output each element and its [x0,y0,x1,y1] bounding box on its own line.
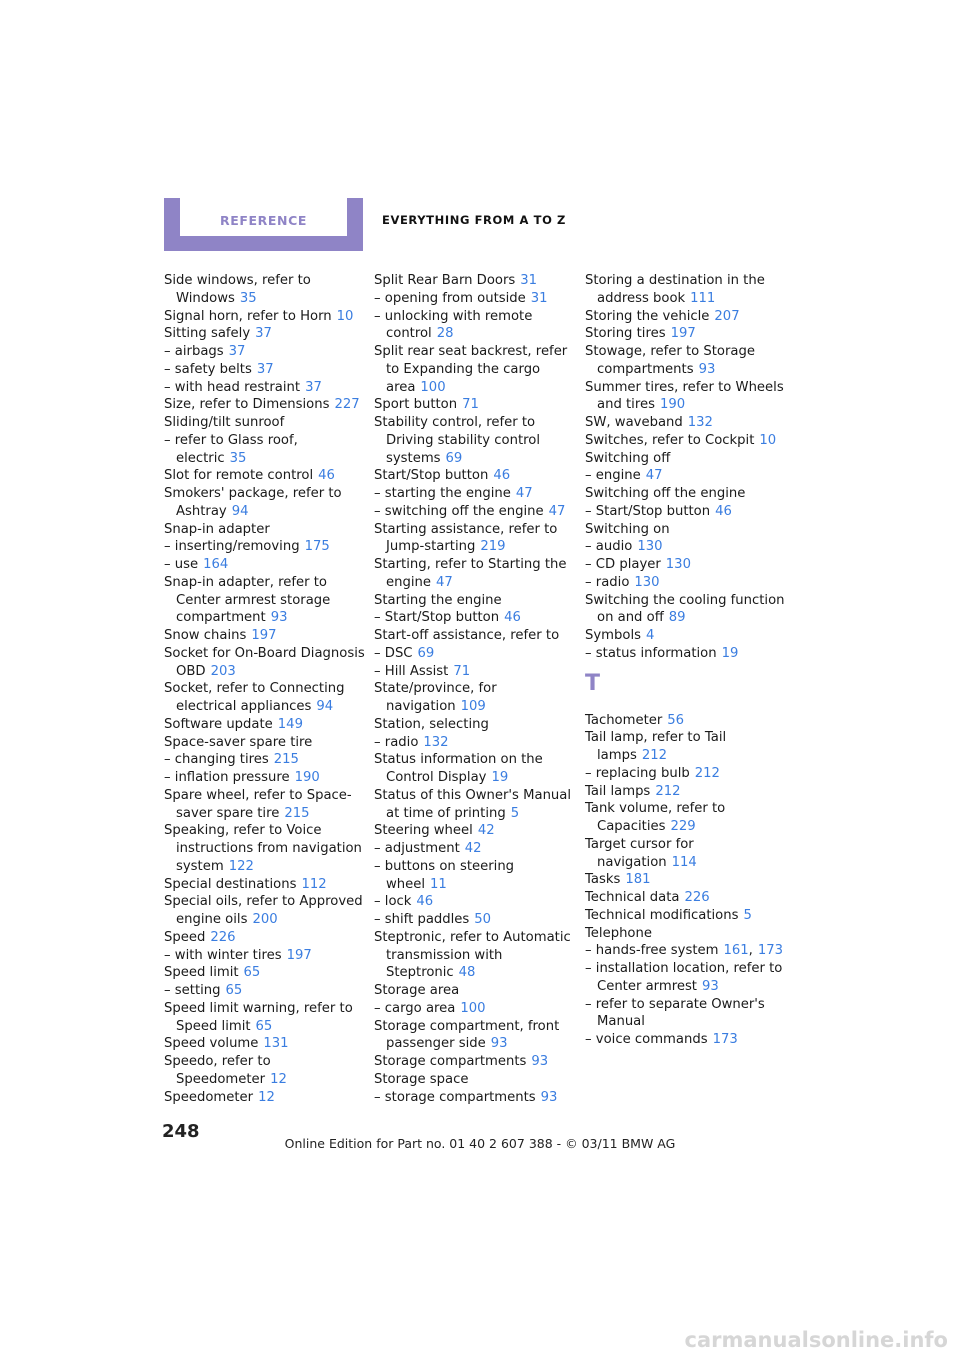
page-reference-link[interactable]: 132 [423,734,449,750]
page-reference-link[interactable]: 109 [460,699,486,714]
index-entry [374,822,576,840]
index-entry [585,800,787,836]
index-entry-text: Side windows, refer to Windows [164,273,311,306]
index-entry-text: Spare wheel, refer to Space-saver spare tire [164,787,352,821]
page-reference-link[interactable]: 65 [225,983,243,998]
page-number: 248 [162,1121,200,1142]
page-reference-link[interactable]: 71 [462,397,479,413]
index-entry [585,836,787,872]
index-entry-text: Speed [164,929,206,945]
index-entry [374,840,576,858]
page-reference-link[interactable]: 5 [510,805,520,821]
index-entry-text: – cargo area [374,1000,456,1016]
index-entry [164,680,366,716]
page-reference-link[interactable]: 10 [759,432,777,448]
index-entry [585,272,787,308]
index-entry [164,538,366,556]
index-entry [374,751,576,787]
page-reference-link[interactable]: 190 [659,397,686,413]
index-entry [374,1053,576,1071]
index-entry [374,663,576,681]
index-entry [374,1071,576,1089]
index-entry [374,1000,576,1018]
page-reference-link[interactable]: 56 [667,712,685,728]
index-entry-text: – use [164,557,199,572]
page-reference-link[interactable]: 197 [251,628,277,643]
index-entry-text: – audio [585,539,633,555]
index-entry [585,379,787,415]
index-entry [374,734,576,752]
index-entry-text: – with head restraint [164,379,301,395]
index-entry-text: Snap-in adapter [164,521,270,537]
page-reference-link[interactable]: 19 [721,645,739,661]
index-entry-text: – inflation pressure [164,770,290,785]
index-entry-text: Tachometer [585,712,663,728]
page-reference-link[interactable]: 93 [540,1089,558,1105]
index-entry-text: Sitting safely [164,326,251,342]
index-entry-text: Split rear seat backrest, refer to Expanding the cargo area [374,344,568,395]
page-reference-link[interactable]: 37 [255,326,272,342]
page-reference-link[interactable]: 37 [305,379,322,395]
index-entry [374,716,576,734]
page-reference-link[interactable]: 46 [416,894,434,910]
index-entry [374,982,576,1000]
index-entry [374,609,576,627]
index-entry-text: Steering wheel [374,823,473,839]
index-entry [374,521,576,557]
page-reference-link[interactable]: 69 [417,645,435,661]
index-entry-text: – setting [164,983,221,998]
index-entry [164,1035,366,1053]
index-entry-text: Starting, refer to Starting the engine [374,557,567,590]
index-entry [164,1089,366,1107]
index-entry [164,361,366,379]
index-entry-text: – refer to separate Owner's Manual [585,996,765,1030]
page-reference-link[interactable]: 35 [239,290,257,306]
index-entry [164,379,366,397]
index-entry-text: Speedo, refer to Speedometer [164,1054,271,1087]
page-reference-link[interactable]: 11 [430,876,447,892]
index-entry-text: Socket, refer to Connecting electrical appliances [164,681,345,714]
index-entry [164,414,366,432]
index-entry-text: Storing a destination in the address book [585,273,765,306]
index-entry [164,272,366,308]
index-entry-text: – switching off the engine [374,503,544,519]
index-entry [374,272,576,290]
page-reference-link[interactable]: 65 [243,965,261,981]
page-reference-link[interactable]: 37 [256,361,274,377]
page-reference-link[interactable]: 100 [460,1000,486,1016]
page-reference-link[interactable]: 175 [304,539,330,555]
index-entry-text: Speed limit [164,965,239,981]
page-reference-link[interactable]: 190 [294,770,320,785]
index-entry [374,556,576,592]
index-entry-text: – buttons on steering wheel [374,858,515,892]
index-entry [374,645,576,663]
index-entry-text: Special oils, refer to Approved engine oils [164,894,363,927]
index-entry [164,964,366,982]
index-entry-text: Speedometer [164,1089,254,1105]
page-reference-link[interactable]: 226 [684,890,710,905]
index-entry-text: – safety belts [164,361,252,377]
index-entry [585,889,787,907]
page-reference-link[interactable]: 37 [228,344,246,359]
index-entry-text: – installation location, refer to Center armrest [585,961,783,994]
index-entry-text: Speed limit warning, refer to Speed limit [164,1000,353,1034]
page-reference-link[interactable]: 111 [690,290,716,306]
page-reference-link[interactable]: 215 [284,805,310,821]
index-entry-text: – engine [585,468,641,484]
index-entry [164,787,366,823]
index-entry-text: SW, waveband [585,415,683,430]
index-entry-text: – refer to Glass roof, electric [164,432,298,466]
index-entry-text: Split Rear Barn Doors [374,273,516,288]
page-reference-link[interactable]: 69 [445,450,463,466]
index-entry-text: – radio [585,574,630,590]
page-reference-link[interactable]: 181 [625,872,651,888]
index-entry-text: Storage compartment, front passenger side [374,1018,560,1052]
index-entry-text: Steptronic, refer to Automatic transmission with Steptronic [374,929,571,981]
page-reference-link[interactable]: 47 [645,468,663,484]
index-entry-text: Special destinations [164,876,297,892]
page-reference-link[interactable]: 122 [228,858,254,874]
index-entry-text: Storing tires [585,326,666,342]
page-reference-link[interactable]: 227 [334,397,360,413]
index-entry-text: Symbols [585,628,641,643]
index-entry [585,450,787,468]
index-entry-text: Space-saver spare tire [164,734,313,750]
index-entry [374,308,576,344]
index-entry [164,521,366,539]
page-reference-link[interactable]: 48 [458,965,476,981]
index-entry [374,592,576,610]
index-entry-text: Tail lamps [585,783,651,799]
index-entry [164,343,366,361]
page-reference-link[interactable]: 149 [277,716,303,732]
index-entry-text: – radio [374,734,419,750]
index-entry-text: Signal horn, refer to Horn [164,308,332,324]
page-reference-link[interactable]: 93 [270,610,288,626]
page-reference-link[interactable]: 10 [336,308,354,324]
index-entry-text: Storage area [374,983,460,998]
index-entry-text: Snap-in adapter, refer to Center armrest storage compartment [164,574,331,626]
page-reference-link[interactable]: 212 [694,765,720,781]
index-entry [585,871,787,889]
page-reference-link[interactable]: 132 [687,415,713,430]
page-reference-link[interactable]: 47 [515,486,533,501]
index-entry-text: Start/Stop button [374,468,489,484]
index-entry-text: – storage compartments [374,1089,536,1105]
index-entry [585,538,787,556]
index-entry [374,396,576,414]
page-reference-link[interactable]: 42 [477,823,495,839]
index-entry-text: Station, selecting [374,716,489,732]
index-entry [374,893,576,911]
index-entry [374,467,576,485]
page-reference-link[interactable]: 89 [668,610,686,626]
index-entry-text: Starting assistance, refer to Jump-starting [374,521,558,555]
index-entry-text: – starting the engine [374,486,511,501]
index-entry [164,734,366,752]
page-reference-link[interactable]: 131 [263,1036,289,1052]
index-entry-text: – Hill Assist [374,663,449,679]
page-reference-link[interactable]: 46 [318,468,335,484]
page-reference-link[interactable]: 93 [531,1054,549,1069]
index-entry-text: – lock [374,894,412,910]
page-reference-link[interactable]: 93 [490,1036,508,1052]
page-reference-link[interactable]: 197 [670,326,696,342]
index-entry [374,1089,576,1107]
index-entry-text: Tail lamp, refer to Tail lamps [585,730,727,763]
index-entry-text: Technical data [585,890,680,905]
index-entry [374,858,576,894]
page-reference-link[interactable]: 200 [252,912,278,927]
page-reference-link[interactable]: 229 [670,819,696,834]
index-entry [585,308,787,326]
index-entry-text: Summer tires, refer to Wheels and tires [585,379,784,413]
page-reference-link[interactable]: 112 [301,876,327,892]
index-entry [374,290,576,308]
index-entry [164,769,366,787]
index-entry-text: Switches, refer to Cockpit [585,432,755,448]
index-entry [585,907,787,925]
index-entry [164,947,366,965]
index-entry-text: Tasks [585,872,621,888]
page-reference-link[interactable]: 173 [712,1032,738,1047]
page-reference-link[interactable]: 93 [698,361,716,377]
page-reference-link[interactable]: 42 [464,841,482,856]
index-entry [164,822,366,875]
page-reference-link[interactable]: 207 [714,308,740,324]
page-reference-link[interactable]: 46 [715,503,732,519]
index-entry [585,432,787,450]
index-entry-text: Slot for remote control [164,468,314,484]
index-entry [164,467,366,485]
page-reference-link[interactable]: 114 [671,854,697,870]
page-reference-link[interactable]: 35 [229,450,247,466]
page-reference-link[interactable]: 4 [646,628,655,643]
index-entry: – hands-free system 161, 173 [585,943,783,959]
index-entry [164,751,366,769]
index-entry [374,343,576,396]
page-reference-link[interactable]: 130 [634,574,660,590]
index-entry [374,911,576,929]
index-entry-text: Stability control, refer to Driving stability control systems [374,415,540,466]
index-entry [374,503,576,521]
index-entry [374,485,576,503]
index-entry [164,893,366,929]
index-entry [585,729,787,765]
page-reference-link[interactable]: 31 [530,290,548,306]
index-entry [164,325,366,343]
page-reference-link[interactable]: 65 [255,1018,273,1034]
index-entry-text: Storage compartments [374,1054,527,1069]
index-entry [164,645,366,681]
page-reference-link[interactable]: 226 [210,929,236,945]
page-reference-link[interactable]: 215 [273,752,299,768]
index-entry [164,982,366,1000]
index-entry [585,1031,787,1049]
index-entry [164,627,366,645]
index-entry [164,876,366,894]
index-entry-text: Speaking, refer to Voice instructions from navigation system [164,823,362,874]
index-entry-text: – opening from outside [374,290,526,306]
index-entry [585,645,787,663]
page-reference-link[interactable]: 50 [474,912,492,927]
index-entry-text: – DSC [374,645,413,661]
index-entry [164,574,366,627]
index-entry [585,592,787,628]
index-column-2 [374,272,576,1106]
index-entry-text: – Start/Stop button [585,503,711,519]
index-entry [164,432,366,468]
index-entry-text: – voice commands [585,1032,708,1047]
index-entry [585,627,787,645]
page-reference-link[interactable]: 5 [743,907,752,923]
index-entry [374,680,576,716]
section-tab [164,198,363,251]
index-entry-text: Smokers' package, refer to Ashtray [164,486,342,519]
index-entry [585,712,787,730]
index-entry [585,414,787,432]
index-entry-text: Sport button [374,397,458,413]
index-entry-text: Target cursor for navigation [585,836,694,870]
page-reference-link[interactable]: 19 [491,770,509,785]
page-reference-link[interactable]: 93 [701,978,719,994]
index-entry [164,716,366,734]
page-reference-link[interactable]: 28 [436,326,454,342]
index-entry-text: Size, refer to Dimensions [164,397,330,413]
index-column-1 [164,272,366,1106]
index-entry-text: State/province, for navigation [374,681,497,714]
page-reference-link[interactable]: 203 [210,663,236,679]
page-reference-link[interactable]: 47 [435,574,453,590]
index-entry-text: – adjustment [374,841,460,856]
index-entry [164,308,366,326]
index-entry [164,485,366,521]
index-entry-text: Storing the vehicle [585,308,710,324]
page-reference-link[interactable]: 219 [480,539,506,555]
page-reference-link[interactable]: 212 [641,748,668,763]
page-reference-link[interactable]: 47 [548,503,566,519]
index-entry [374,627,576,645]
index-entry-text: Telephone [585,925,652,941]
index-entry-text: Technical modifications [585,907,739,923]
index-entry [585,467,787,485]
index-entry-text: Switching off [585,450,671,466]
index-entry [585,925,787,943]
page-reference-link[interactable]: 100 [420,379,446,395]
section-title: EVERYTHING FROM A TO Z [382,213,566,227]
index-entry [585,574,787,592]
index-entry-text: – shift paddles [374,912,470,927]
index-entry [164,1000,366,1036]
index-entry [585,325,787,343]
index-entry-text: Sliding/tilt sunroof [164,415,285,430]
index-entry [585,343,787,379]
page-reference-link[interactable]: 94 [316,699,334,714]
page-reference-link[interactable]: 212 [655,783,681,799]
index-column-3 [585,272,787,1049]
page-reference-link[interactable]: 94 [231,503,249,519]
page-reference-link[interactable]: 161 [723,943,749,959]
page-reference-link[interactable]: 71 [453,663,471,679]
page-reference-link[interactable]: 31 [520,273,538,288]
index-entry [585,960,787,996]
page-reference-link[interactable]: 130 [637,539,663,555]
index-entry-text: Software update [164,716,273,732]
index-entry-text: – Start/Stop button [374,610,500,626]
page-reference-link[interactable]: 46 [504,610,521,626]
index-entry [585,521,787,539]
index-entry-text: – hands-free system [585,943,719,959]
index-entry [164,556,366,574]
section-tab-inner [180,198,347,236]
index-entry-text: Storage space [374,1071,469,1087]
index-entry [164,929,366,947]
index-entry-text: Stowage, refer to Storage compartments [585,344,755,377]
index-entry [585,783,787,801]
index-entry [164,396,366,414]
watermark-logo: carmanualsonline.info [684,1328,948,1352]
page-reference-link[interactable]: 46 [493,468,511,484]
index-entry [374,787,576,823]
section-tab-label: REFERENCE [220,213,307,228]
index-entry [585,765,787,783]
index-entry-text: – airbags [164,344,224,359]
page-reference-link[interactable]: 164 [203,557,229,572]
index-entry-text: – unlocking with remote control [374,308,533,342]
index-entry-text: Switching off the engine [585,486,746,501]
page-reference-link[interactable]: 12 [270,1071,287,1087]
index-entry [374,929,576,982]
index-entry-text: – with winter tires [164,947,282,963]
index-entry-text: Snow chains [164,628,247,643]
index-entry [374,414,576,467]
index-entry [585,503,787,521]
index-entry-text: Socket for On-Board Diagnosis OBD [164,645,365,679]
index-entry-text: – CD player [585,557,661,572]
index-entry [585,556,787,574]
index-entry-text: Switching the cooling function on and off [585,592,785,626]
index-entry-text: – replacing bulb [585,765,690,781]
index-entry-text: Switching on [585,521,670,537]
index-entry-text: Status information on the Control Display [374,752,543,785]
index-entry [585,996,787,1032]
index-entry-text: Speed volume [164,1036,259,1052]
index-entry-text: Status of this Owner's Manual at time of printing [374,787,572,821]
index-entry-text: – changing tires [164,752,269,768]
index-entry [585,485,787,503]
index-entry-text: – status information [585,645,717,661]
index-entry [374,1018,576,1054]
page-reference-link[interactable]: 12 [258,1089,275,1105]
index-entry [164,1053,366,1089]
page-reference-link[interactable]: 130 [665,557,691,572]
page-reference-link[interactable]: 173 [757,943,783,959]
index-entry-text: Start-off assistance, refer to [374,628,560,643]
index-entry-text: Tank volume, refer to Capacities [585,801,726,834]
index-entry-text: Starting the engine [374,592,502,608]
page-reference-link[interactable]: 197 [286,947,312,963]
index-letter-heading: T [585,670,601,696]
index-entry-text: – inserting/removing [164,539,300,555]
footer-edition-note: Online Edition for Part no. 01 40 2 607 388 - © 03/11 BMW AG [284,1136,676,1151]
